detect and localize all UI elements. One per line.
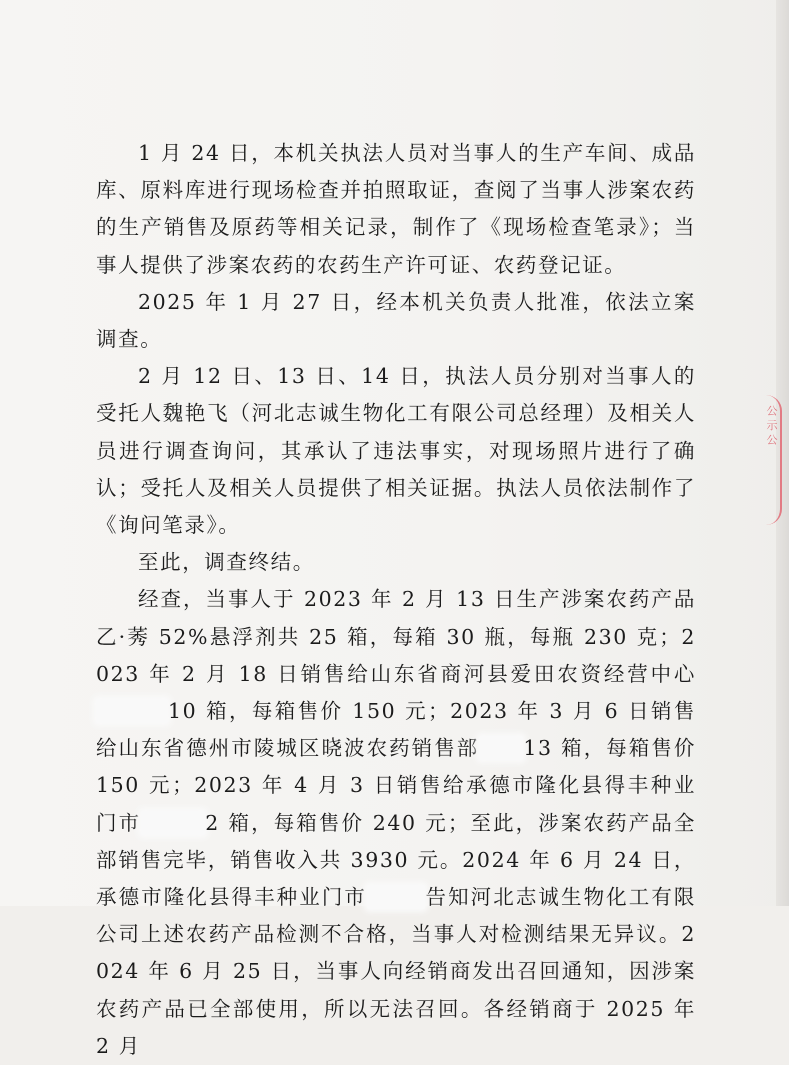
redaction-mark [479, 736, 523, 760]
paragraph-text: 13 箱，每箱售价 150 元；2023 年 4 月 3 日销售给承德市隆化县得丰种业门市 [96, 736, 696, 835]
paragraph-text: 2 月 12 日、13 日、14 日，执法人员分别对当事人的受托人魏艳飞（河北志诚生物化工有限公司总经理）及相关人员进行调查询问，其承认了违法事实，对现场照片进行了确认；受托人及相关人员提供了相关证据。执法人员依法制作了《询问笔录》。 [96, 364, 696, 538]
paragraph-inspection [96, 135, 696, 284]
paragraph-text: 1 月 24 日，本机关执法人员对当事人的生产车间、成品库、原料库进行现场检查并拍照取证，查阅了当事人涉案农药的生产销售及原药等相关记录，制作了《现场检查笔录》；当事人提供了涉案农药的农药生产许可证、农药登记证。 [96, 141, 696, 277]
paragraph-text: 10 箱，每箱售价 150 元；2023 年 3 月 6 日销售给山东省德州市陵城区晓波农药销售部 [96, 699, 696, 761]
redaction-mark [96, 699, 168, 723]
paragraph-inquiry [96, 358, 696, 544]
paragraph-text: 告知河北志诚生物化工有限公司上述农药产品检测不合格，当事人对检测结果无异议。2024 年 6 月 25 日，当事人向经销商发出召回通知，因涉案农药产品已全部使用，所以无法召回。各经销商于 2025 年 2 月 [96, 885, 696, 1058]
document-body [96, 135, 696, 1065]
redaction-mark [367, 885, 425, 909]
paragraph-text: 2 箱，每箱售价 240 元；至此，涉案农药产品全部销售完毕，销售收入共 3930 元。2024 年 6 月 24 日，承德市隆化县得丰种业门市 [96, 810, 697, 910]
paragraph-findings [96, 581, 696, 1065]
redaction-mark [141, 811, 205, 835]
seal-text: 公 示 公 [765, 405, 778, 445]
paragraph-conclusion [96, 544, 696, 581]
paragraph-case-filing [96, 284, 696, 358]
paragraph-text: 2025 年 1 月 27 日，经本机关负责人批准，依法立案调查。 [96, 289, 696, 352]
paragraph-text: 经查，当事人于 2023 年 2 月 13 日生产涉案农药产品乙·莠 52%悬浮剂共 25 箱，每箱 30 瓶，每瓶 230 克；2023 年 2 月 18 日销售给山东省商河县爱田农资经营中心 [96, 587, 696, 686]
paragraph-text: 至此，调查终结。 [138, 550, 315, 575]
